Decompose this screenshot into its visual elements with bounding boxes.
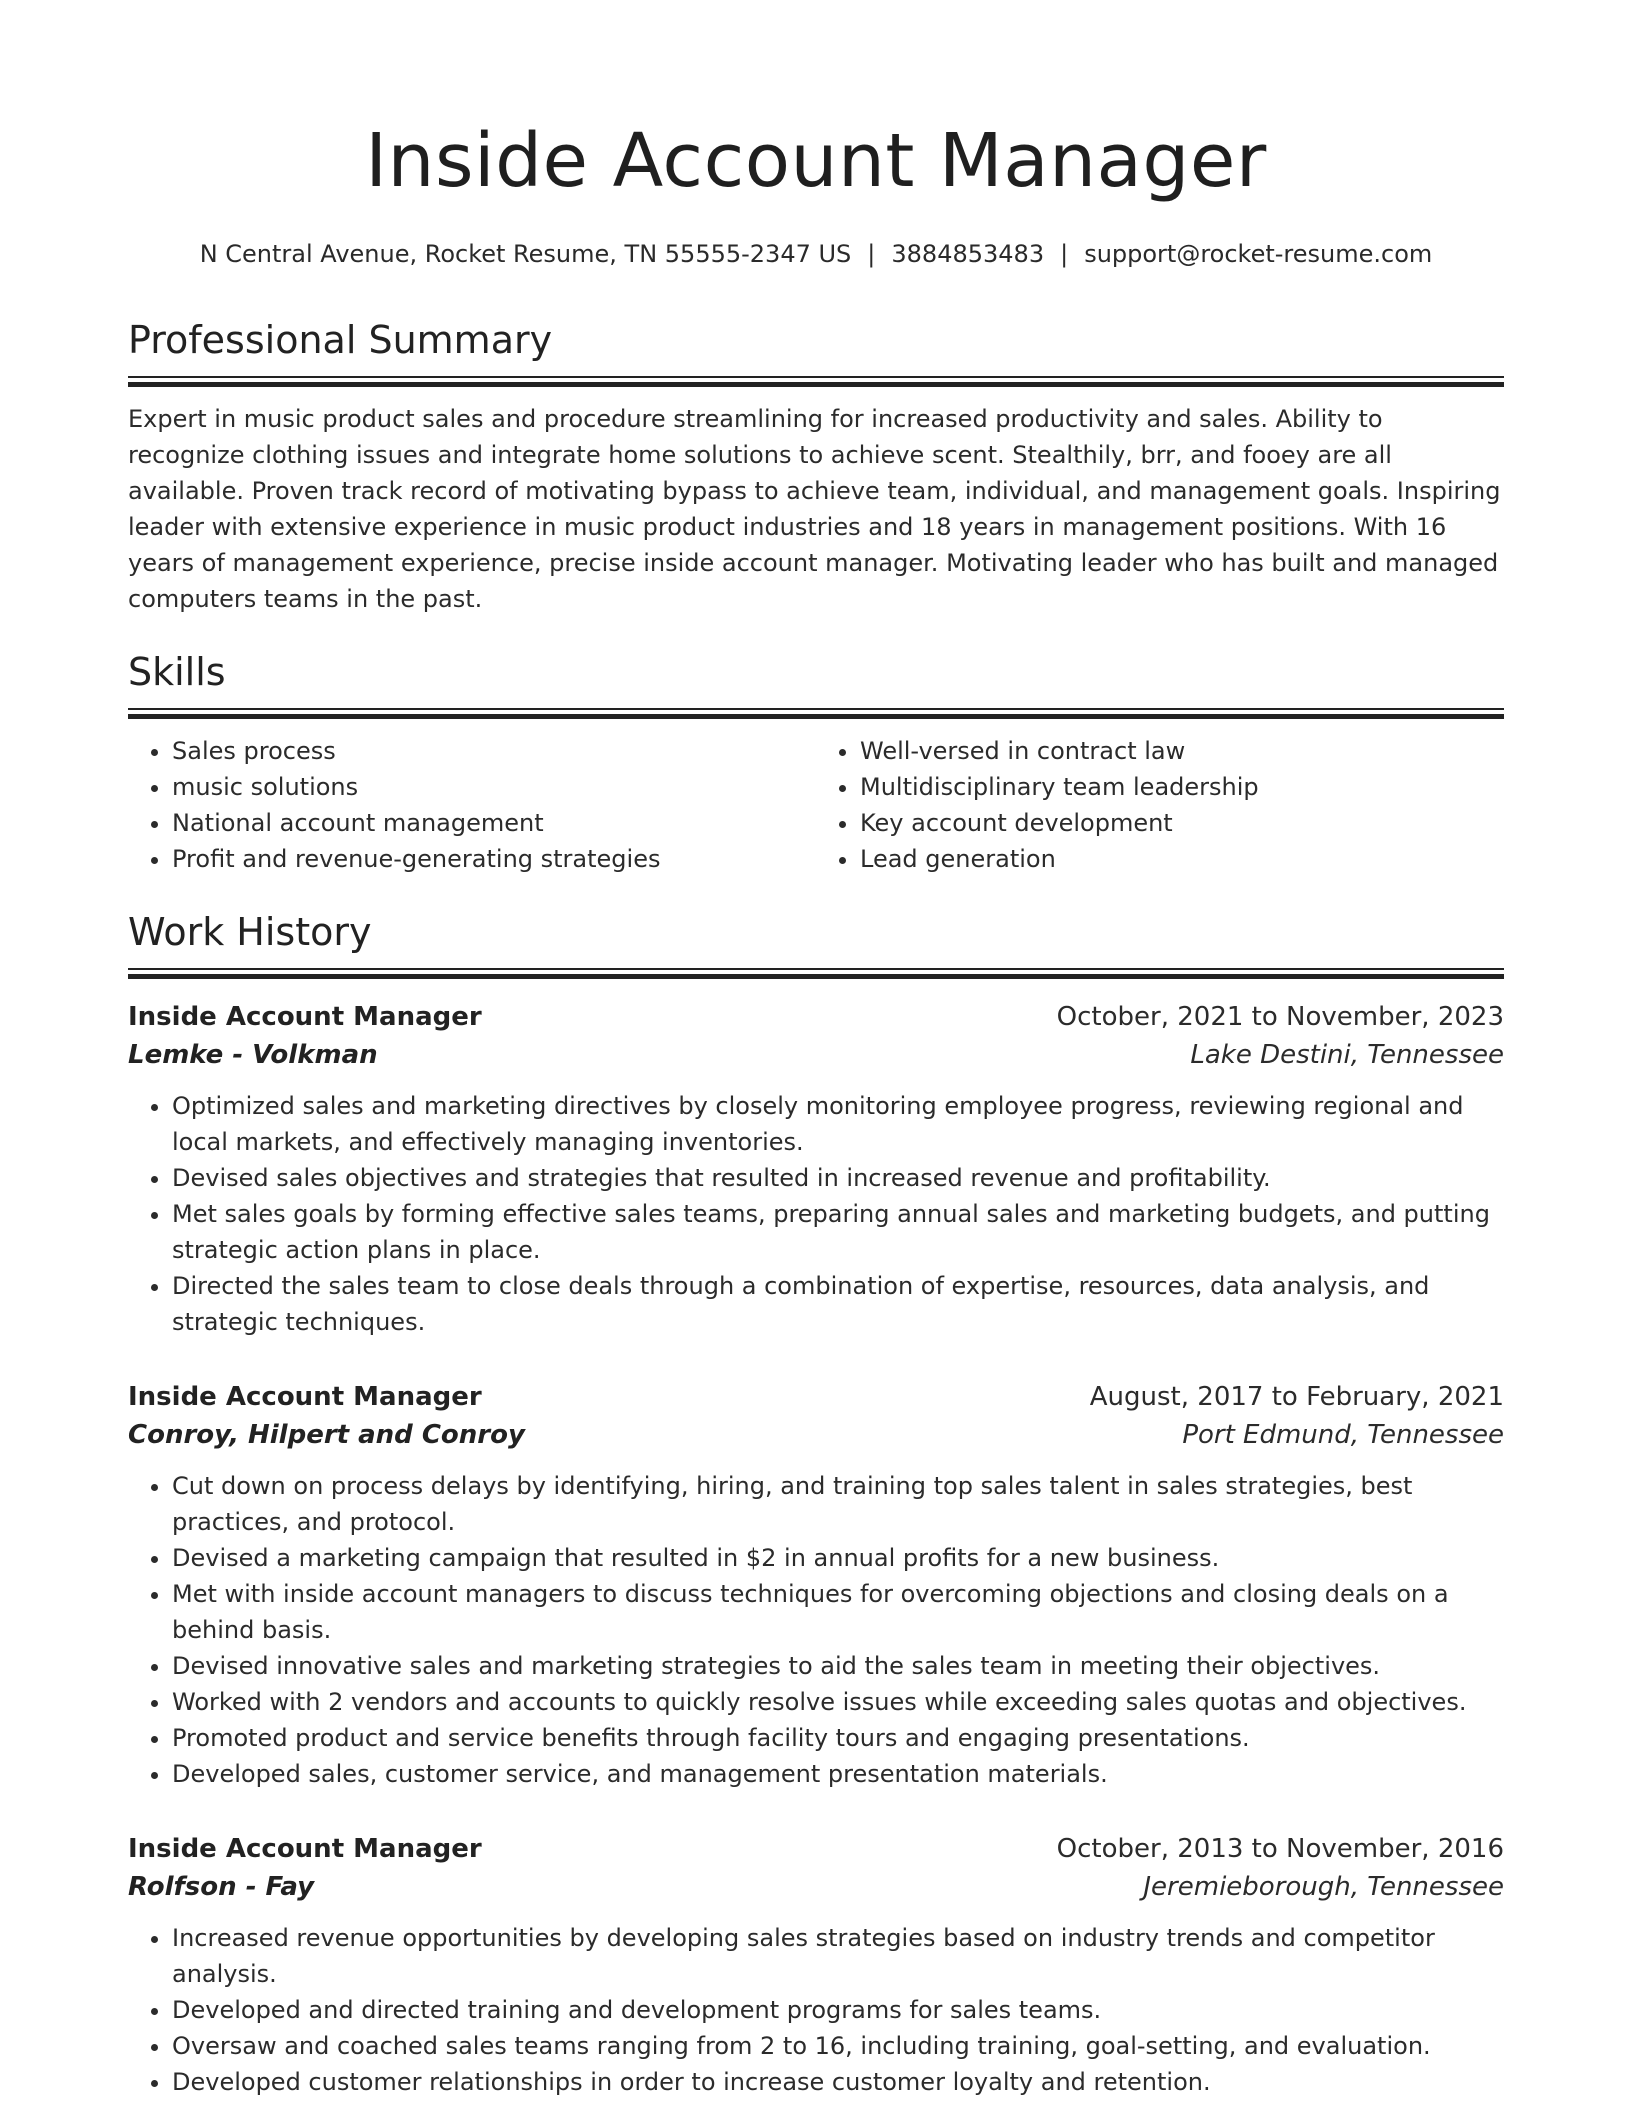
job-bullet: • Developed customer relationships in order to increase customer loyalty and retention. (172, 2064, 1504, 2100)
job-bullet: • Developed sales, customer service, and management presentation materials. (172, 1756, 1504, 1792)
job-company-row (128, 1416, 1504, 1454)
job-dates: October, 2021 to November, 2023 (1056, 1002, 1504, 1032)
skills-section (128, 650, 1504, 877)
job-title: Inside Account Manager (128, 1002, 482, 1032)
skills-heading: Skills (128, 650, 226, 694)
job-dates: October, 2013 to November, 2016 (1056, 1834, 1504, 1864)
job-bullets (128, 1468, 1504, 1792)
contact-separator: | (1060, 240, 1069, 268)
skill-item: • Multidisciplinary team leadership (860, 769, 1504, 805)
job-title: Inside Account Manager (128, 1382, 482, 1412)
skill-item: • music solutions (172, 769, 816, 805)
contact-separator: | (867, 240, 876, 268)
skills-list-right (816, 733, 1504, 877)
resume-title: Inside Account Manager (365, 118, 1267, 204)
skills-list-left (128, 733, 816, 877)
job-bullet: • Devised sales objectives and strategies that resulted in increased revenue and profitability. (172, 1160, 1504, 1196)
job-entry (128, 998, 1504, 1340)
contact-phone: 3884853483 (891, 240, 1045, 268)
job-title: Inside Account Manager (128, 1834, 482, 1864)
job-bullet: • Optimized sales and marketing directives by closely monitoring employee progress, reviewing regional and local markets, and effectively managing inventories. (172, 1088, 1504, 1160)
contact-line (128, 240, 1504, 268)
job-bullet: • Met sales goals by forming effective sales teams, preparing annual sales and marketing budgets, and putting strategic action plans in place. (172, 1196, 1504, 1268)
skills-columns (128, 733, 1504, 877)
job-bullet: • Met with inside account managers to discuss techniques for overcoming objections and closing deals on a behind basis. (172, 1576, 1504, 1648)
skill-item: • National account management (172, 805, 816, 841)
job-location: Port Edmund, Tennessee (1182, 1420, 1504, 1450)
section-rule (128, 708, 1504, 719)
skill-item: • Lead generation (860, 841, 1504, 877)
job-entry (128, 1830, 1504, 2100)
job-company: Lemke - Volkman (128, 1040, 378, 1070)
skill-item: • Profit and revenue-generating strategies (172, 841, 816, 877)
job-company: Rolfson - Fay (128, 1872, 315, 1902)
job-bullet: • Cut down on process delays by identifying, hiring, and training top sales talent in sales strategies, best practices, and protocol. (172, 1468, 1504, 1540)
work-history-section (128, 910, 1504, 979)
summary-section (128, 318, 1504, 617)
job-bullet: • Increased revenue opportunities by developing sales strategies based on industry trends and competitor analysis. (172, 1920, 1504, 1992)
job-company-row (128, 1868, 1504, 1906)
job-bullet: • Worked with 2 vendors and accounts to quickly resolve issues while exceeding sales quotas and objectives. (172, 1684, 1504, 1720)
skill-item: • Well-versed in contract law (860, 733, 1504, 769)
job-bullet: • Directed the sales team to close deals through a combination of expertise, resources, data analysis, and strategic techniques. (172, 1268, 1504, 1340)
job-header-row (128, 1830, 1504, 1868)
job-company: Conroy, Hilpert and Conroy (128, 1420, 525, 1450)
job-bullet: • Devised innovative sales and marketing strategies to aid the sales team in meeting their objectives. (172, 1648, 1504, 1684)
job-dates: August, 2017 to February, 2021 (1089, 1382, 1504, 1412)
job-bullet: • Promoted product and service benefits through facility tours and engaging presentations. (172, 1720, 1504, 1756)
summary-text: Expert in music product sales and procedure streamlining for increased productivity and sales. Ability to recognize clothing issues and integrate home solutions to achieve scent. Stealthily, brr, and fooey are all available. Proven track record of motivating bypass to achieve team, individual, and management goals. Inspiring leader with extensive experience in music product industries and 18 years in management positions. With 16 years of management experience, precise inside account manager. Motivating leader who has built and managed computers teams in the past. (128, 405, 1501, 613)
job-bullets (128, 1920, 1504, 2100)
section-rule (128, 376, 1504, 387)
job-bullet: • Developed and directed training and development programs for sales teams. (172, 1992, 1504, 2028)
skill-item: • Sales process (172, 733, 816, 769)
section-rule (128, 968, 1504, 979)
job-bullets (128, 1088, 1504, 1340)
work-history-heading: Work History (128, 910, 372, 954)
job-company-row (128, 1036, 1504, 1074)
skill-item: • Key account development (860, 805, 1504, 841)
job-location: Lake Destini, Tennessee (1190, 1040, 1504, 1070)
job-bullet: • Oversaw and coached sales teams ranging from 2 to 16, including training, goal-setting, and evaluation. (172, 2028, 1504, 2064)
summary-heading: Professional Summary (128, 318, 553, 362)
job-entry (128, 1378, 1504, 1792)
job-location: Jeremieborough, Tennessee (1143, 1872, 1504, 1902)
job-bullet: • Devised a marketing campaign that resulted in $2 in annual profits for a new business. (172, 1540, 1504, 1576)
job-header-row (128, 1378, 1504, 1416)
contact-address: N Central Avenue, Rocket Resume, TN 55555-2347 US (199, 240, 852, 268)
job-header-row (128, 998, 1504, 1036)
contact-email[interactable]: support@rocket-resume.com (1084, 240, 1433, 268)
